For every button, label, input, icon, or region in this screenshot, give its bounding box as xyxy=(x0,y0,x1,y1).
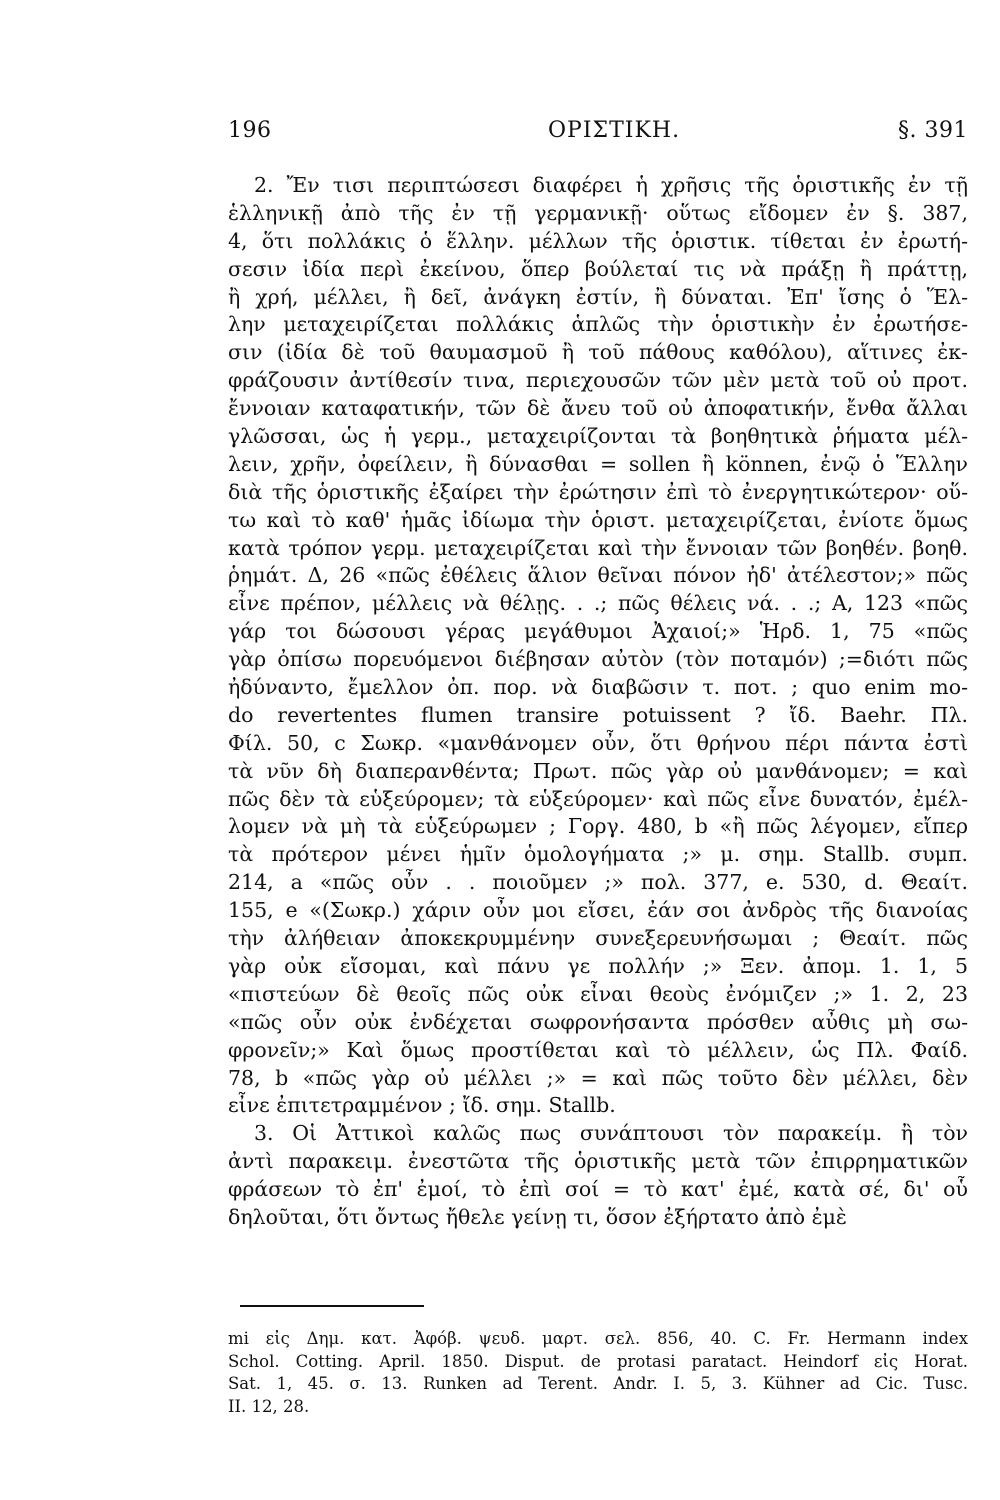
text-line: φρονεῖν;» Καὶ ὅμως προστίθεται καὶ τὸ μέλλειν, ὡς Πλ. Φαίδ. xyxy=(228,1037,968,1062)
footnote xyxy=(228,1328,968,1418)
footnote-line: II. 12, 28. xyxy=(228,1396,310,1416)
body-text xyxy=(228,172,968,1232)
running-header xyxy=(228,118,968,158)
text-line: Φίλ. 50, c Σωκρ. «μανθάνομεν οὖν, ὅτι θρήνου πέρι πάντα ἐστὶ xyxy=(228,730,968,755)
text-line: γλῶσσαι, ὡς ἡ γερμ., μεταχειρίζονται τὰ βοηθητικὰ ῥήματα μέλ- xyxy=(228,424,968,449)
text-line: 4, ὅτι πολλάκις ὁ ἕλλην. μέλλων τῆς ὁριστικ. τίθεται ἐν ἐρωτή- xyxy=(228,228,968,253)
text-line: σεσιν ἰδία περὶ ἐκείνου, ὅπερ βούλεταί τις νὰ πράξῃ ἢ πράττῃ, xyxy=(228,256,968,281)
text-line: 214, a «πῶς οὖν . . ποιοῦμεν ;» πολ. 377, e. 530, d. Θεαίτ. xyxy=(228,870,968,895)
paragraph xyxy=(228,172,968,1120)
text-line: do revertentes flumen transire potuissent ? ἴδ. Baehr. Πλ. xyxy=(228,702,968,727)
text-line: 155, e «(Σωκρ.) χάριν οὖν μοι εἴσει, ἐάν σοι ἀνδρὸς τῆς διανοίας xyxy=(228,898,968,923)
text-line: τὰ πρότερον μένει ἡμῖν ὁμολογήματα ;» μ. σημ. Stallb. συμπ. xyxy=(228,842,968,867)
text-line: κατὰ τρόπον γερμ. μεταχειρίζεται καὶ τὴν ἔννοιαν τῶν βοηθέν. βοηθ. xyxy=(228,535,968,560)
text-line: γὰρ οὐκ εἴσομαι, καὶ πάνυ γε πολλήν ;» Ξεν. ἀπομ. 1. 1, 5 xyxy=(228,953,968,978)
running-title: ΟΡΙΣΤΙΚΗ. xyxy=(548,118,681,143)
text-line: πῶς δὲν τὰ εὑξεύρομεν; τὰ εὑξεύρομεν· καὶ πῶς εἶνε δυνατόν, ἐμέλ- xyxy=(228,786,968,811)
footnote-rule xyxy=(240,1305,424,1307)
text-line: ἢ χρή, μέλλει, ἢ δεῖ, ἀνάγκη ἐστίν, ἢ δύναται. Ἐπ' ἴσης ὁ Ἕλ- xyxy=(228,284,968,309)
text-line: ἑλληνικῇ ἀπὸ τῆς ἐν τῇ γερμανικῇ· οὕτως εἴδομεν ἐν §. 387, xyxy=(228,200,968,225)
text-line: διὰ τῆς ὁριστικῆς ἐξαίρει τὴν ἐρώτησιν ἐπὶ τὸ ἐνεργητικώτερον· οὕ- xyxy=(228,479,968,504)
text-line: εἶνε ἐπιτετραμμένον ; ἴδ. σημ. Stallb. xyxy=(228,1093,616,1118)
text-line: ῥημάτ. Δ, 26 «πῶς ἐθέλεις ἅλιον θεῖναι πόνον ἠδ' ἀτέλεστον;» πῶς xyxy=(228,563,968,588)
text-line: 2. Ἔν τισι περιπτώσεσι διαφέρει ἡ χρῆσις τῆς ὁριστικῆς ἐν τῇ xyxy=(254,173,968,197)
text-line: λην μεταχειρίζεται πολλάκις ἁπλῶς τὴν ὁριστικὴν ἐν ἐρωτήσε- xyxy=(228,312,968,337)
text-line: 3. Οἱ Ἀττικοὶ καλῶς πως συνάπτουσι τὸν παρακείμ. ἢ τὸν xyxy=(254,1121,968,1146)
text-line: τὰ νῦν δὴ διαπερανθέντα; Πρωτ. πῶς γὰρ οὐ μανθάνομεν; = καὶ xyxy=(228,758,968,783)
section-number: §. 391 xyxy=(898,118,968,143)
text-line: τω καὶ τὸ καθ' ἡμᾶς ἰδίωμα τὴν ὁριστ. μεταχειρίζεται, ἐνίοτε ὅμως xyxy=(228,507,968,532)
text-line: «πῶς οὖν οὐκ ἐνδέχεται σωφρονήσαντα πρόσθεν αὖθις μὴ σω- xyxy=(228,1009,968,1034)
text-line: λειν, χρῆν, ὀφείλειν, ἢ δύνασθαι = sollen ἢ können, ἐνῷ ὁ Ἕλλην xyxy=(228,451,968,476)
text-line: σιν (ἰδία δὲ τοῦ θαυμασμοῦ ἢ τοῦ πάθους καθόλου), αἵτινες ἐκ- xyxy=(228,340,968,365)
text-line: λομεν νὰ μὴ τὰ εὑξεύρωμεν ; Γοργ. 480, b «ἢ πῶς λέγομεν, εἴπερ xyxy=(228,814,968,839)
text-line: εἶνε πρέπον, μέλλεις νὰ θέλῃς. . .; πῶς θέλεις νά. . .; Α, 123 «πῶς xyxy=(228,591,968,616)
footnote-line: Schol. Cotting. April. 1850. Disput. de protasi paratact. Heindorf εἰς Horat. xyxy=(228,1351,968,1371)
text-line: φράσεων τὸ ἐπ' ἐμοί, τὸ ἐπὶ σοί = τὸ κατ' ἐμέ, κατὰ σέ, δι' οὗ xyxy=(228,1177,968,1202)
paragraph xyxy=(228,1120,968,1232)
text-line: φράζουσιν ἀντίθεσίν τινα, περιεχουσῶν τῶν μὲν μετὰ τοῦ οὐ προτ. xyxy=(228,368,968,393)
text-line: 78, b «πῶς γὰρ οὐ μέλλει ;» = καὶ πῶς τοῦτο δὲν μέλλει, δὲν xyxy=(228,1065,968,1090)
text-line: ἠδύναντο, ἔμελλον ὀπ. πορ. νὰ διαβῶσιν τ. ποτ. ; quo enim mo- xyxy=(228,675,968,700)
text-line: γάρ τοι δώσουσι γέρας μεγάθυμοι Ἀχαιοί;» Ἡρδ. 1, 75 «πῶς xyxy=(228,619,968,644)
text-line: ἀντὶ παρακειμ. ἐνεστῶτα τῆς ὁριστικῆς μετὰ τῶν ἐπιρρηματικῶν xyxy=(228,1149,968,1174)
text-line: «πιστεύων δὲ θεοῖς πῶς οὐκ εἶναι θεοὺς ἐνόμιζεν ;» 1. 2, 23 xyxy=(228,981,968,1006)
page-number: 196 xyxy=(228,118,272,143)
footnote-line: mi εἰς Δημ. κατ. Ἀφόβ. ψευδ. μαρτ. σελ. 856, 40. C. Fr. Hermann index xyxy=(228,1329,968,1348)
text-line: ἔννοιαν καταφατικήν, τῶν δὲ ἄνευ τοῦ οὐ ἀποφατικήν, ἔνθα ἄλλαι xyxy=(228,396,968,421)
text-line: δηλοῦται, ὅτι ὄντως ἤθελε γείνῃ τι, ὅσον ἐξήρτατο ἀπὸ ἐμὲ xyxy=(228,1204,847,1229)
footnote-line: Sat. 1, 45. σ. 13. Runken ad Terent. Andr. I. 5, 3. Kühner ad Cic. Tusc. xyxy=(228,1374,968,1393)
text-line: γὰρ ὀπίσω πορευόμενοι διέβησαν αὐτὸν (τὸν ποταμόν) ;=διότι πῶς xyxy=(228,647,968,672)
text-line: τὴν ἀλήθειαν ἀποκεκρυμμένην συνεξερευνήσωμαι ; Θεαίτ. πῶς xyxy=(228,926,968,951)
